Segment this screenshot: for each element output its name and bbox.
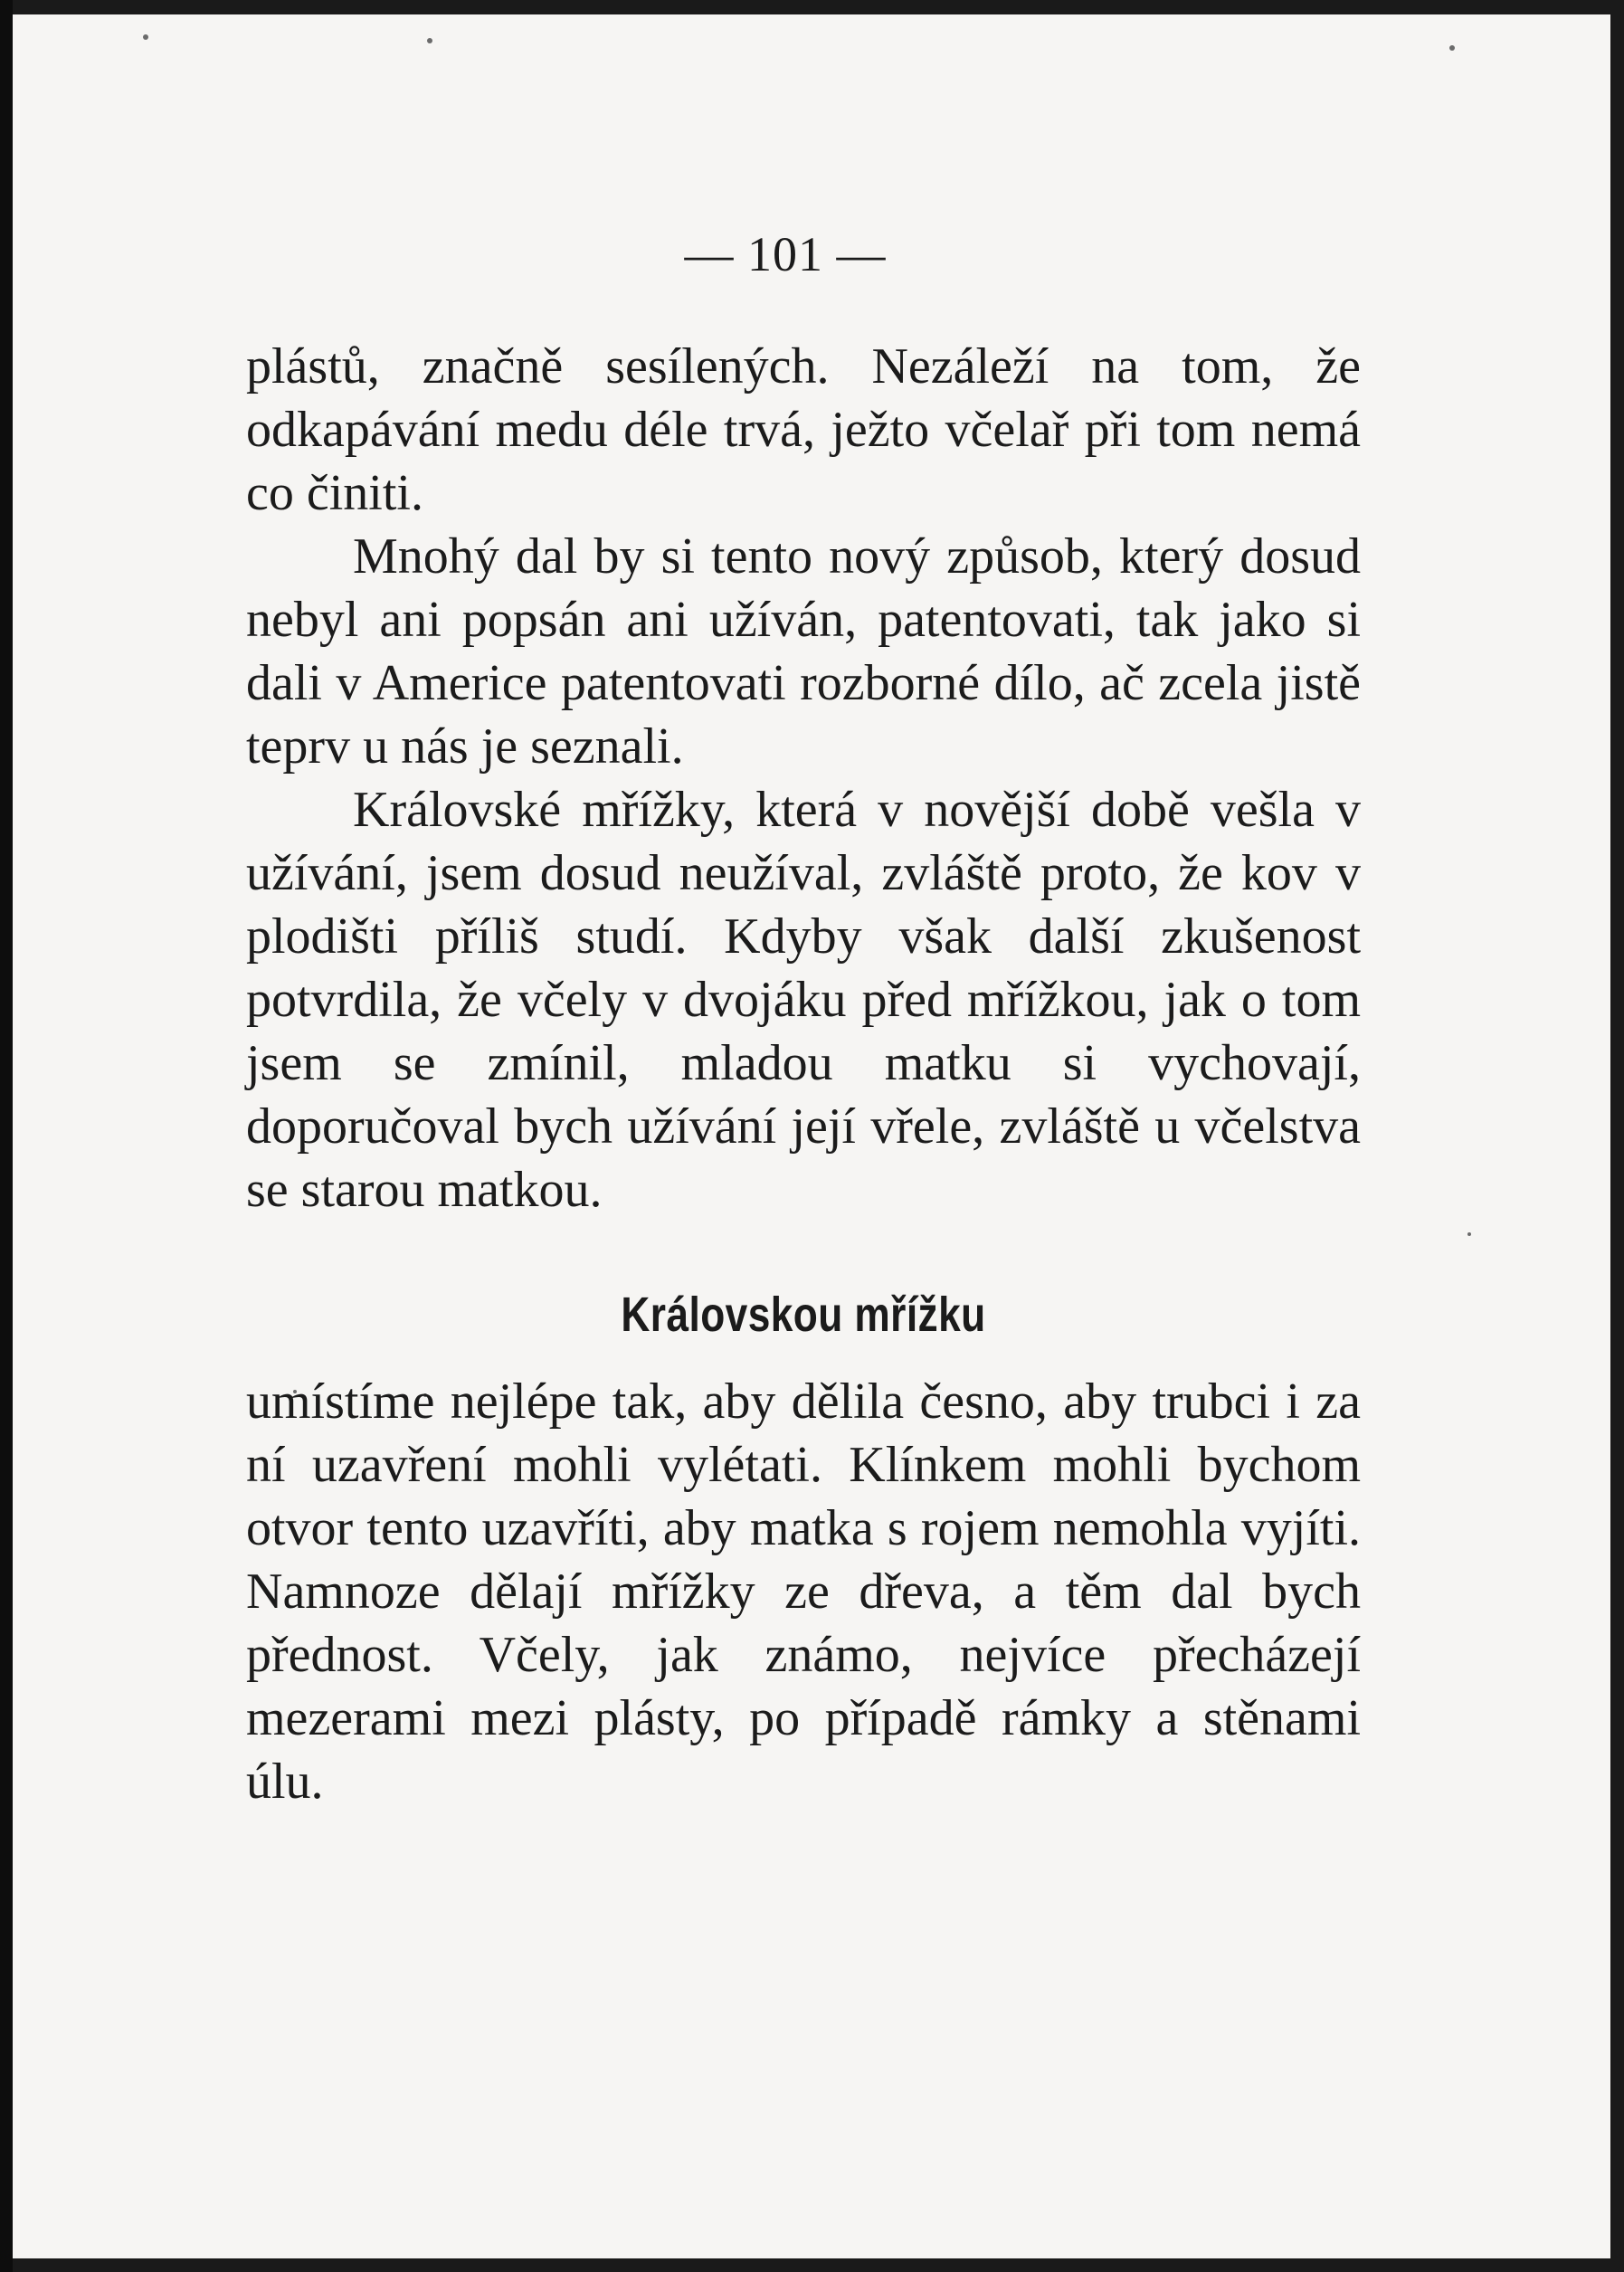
paragraph-3: Královské mřížky, která v novější době vešla v užívání, jsem dosud neužíval, zvláště proto, že kov v plodišti příliš studí. Kdyby však další zkušenost potvrdila, že včely v dvojáku před mřížkou, jak o tom jsem se zmínil, mladou matku si vychovají, doporučoval bych užívání její vřele, zvláště u včelstva se starou matkou.	[246, 782, 1361, 1218]
section-heading: Královskou mřížku	[621, 1288, 986, 1342]
paragraph-2: Mnohý dal by si tento nový způsob, který dosud nebyl ani popsán ani užíván, patentovati, tak jako si dali v Americe patentovati rozborné dílo, ač zcela jistě teprv u nás je seznali.	[246, 528, 1361, 775]
scan-speck	[427, 38, 432, 43]
scan-speck	[1467, 1232, 1471, 1236]
scan-speck	[1449, 45, 1455, 51]
scan-speck	[143, 34, 148, 40]
page-binding-edge	[0, 0, 13, 2272]
paragraph-1: plástů, značně sesílených. Nezáleží na tom, že odkapávání medu déle trvá, ježto včelař při tom nemá co činiti.	[246, 338, 1361, 521]
paragraph-4: umístíme nejlépe tak, aby dělila česno, aby trubci i za ní uzavření mohli vylétati. Klínkem mohli bychom otvor tento uzavříti, aby matka s rojem nemohla vyjíti. Namnoze dělají mřížky ze dřeva, a těm dal bych přednost. Včely, jak známo, nejvíce přecházejí mezerami mezi plásty, po případě rámky a stěnami úlu.	[246, 1374, 1361, 1810]
page-number: — 101 —	[684, 227, 887, 281]
page-content	[246, 226, 1361, 1813]
